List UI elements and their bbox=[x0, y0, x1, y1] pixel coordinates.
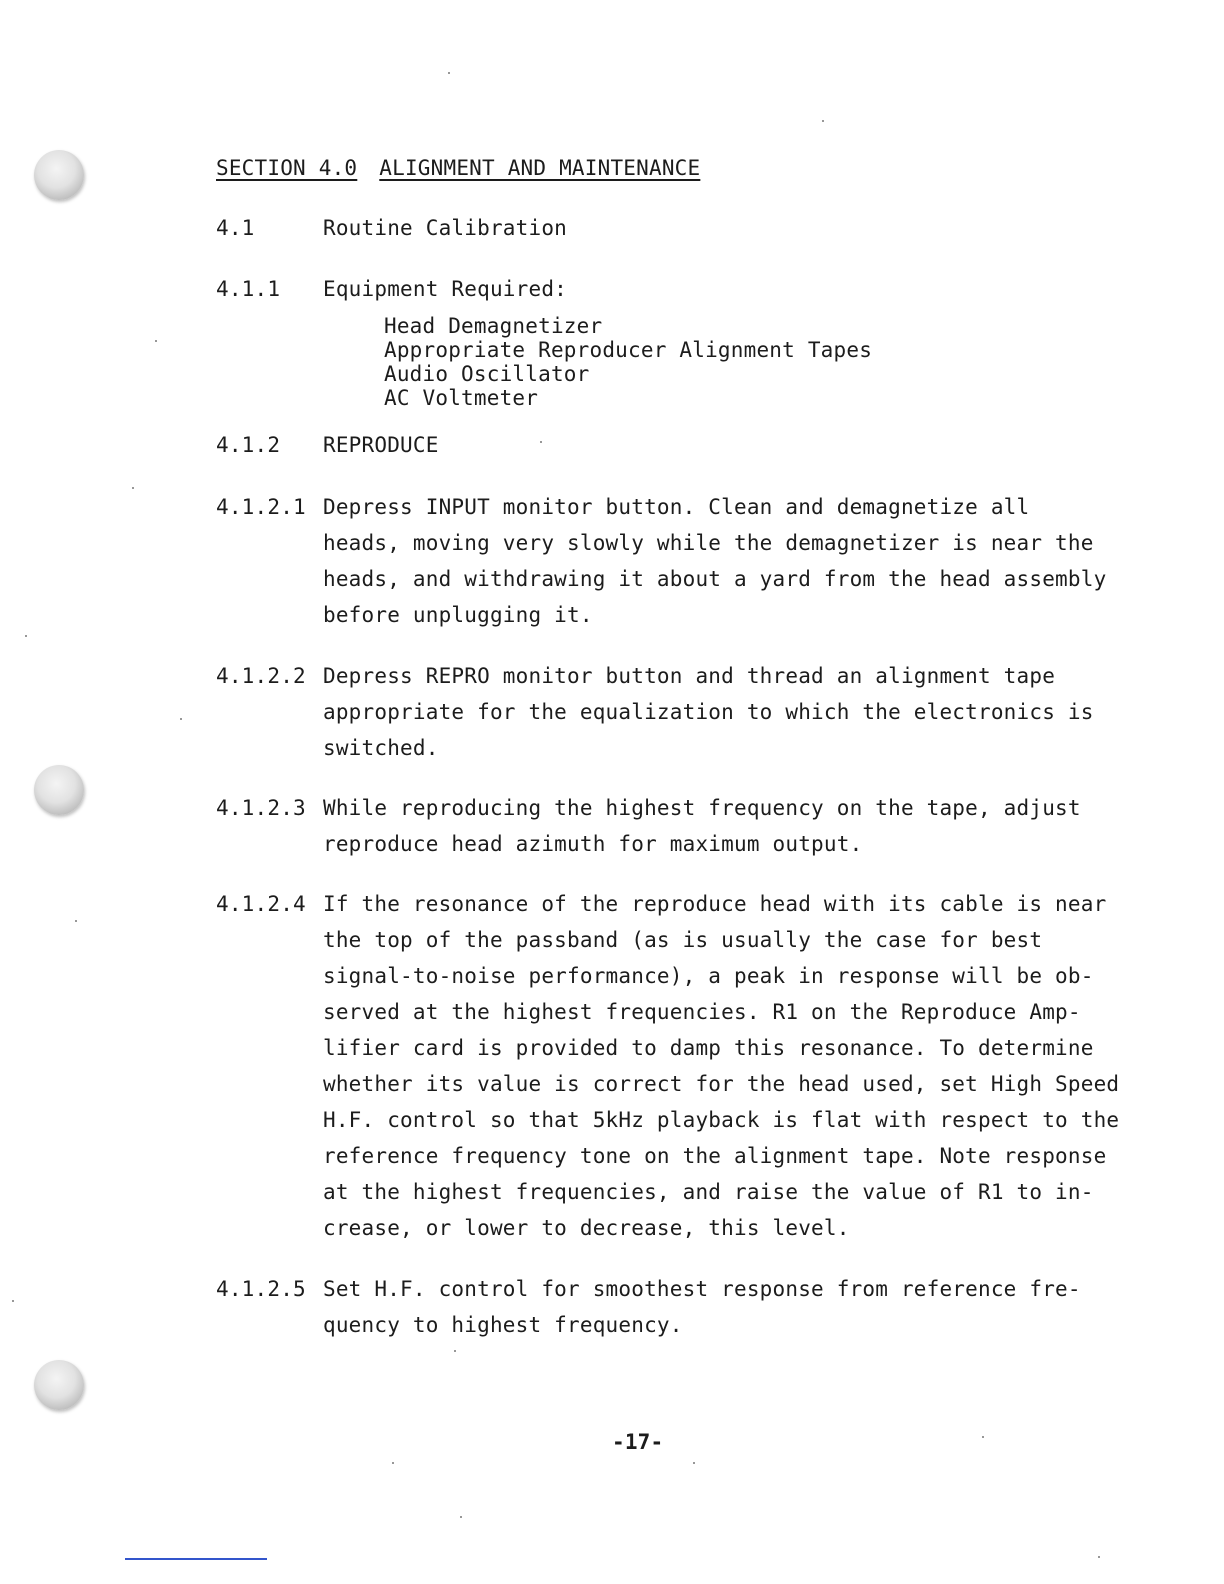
item-text: appropriate for the equalization to which the electronics is bbox=[323, 700, 1094, 724]
item-text: Routine Calibration bbox=[323, 216, 568, 240]
scan-speck bbox=[454, 1350, 456, 1352]
item-text: served at the highest frequencies. R1 on the Reproduce Amp- bbox=[323, 1000, 1081, 1024]
scan-speck bbox=[822, 120, 824, 122]
scan-speck bbox=[693, 1462, 695, 1464]
scan-speck bbox=[180, 718, 182, 720]
scan-speck bbox=[392, 1462, 394, 1464]
item-number: 4.1.2.4 bbox=[216, 892, 306, 916]
scan-speck bbox=[155, 340, 157, 342]
section-heading bbox=[216, 150, 700, 186]
scan-speck bbox=[25, 635, 27, 637]
section-title: ALIGNMENT AND MAINTENANCE bbox=[379, 156, 701, 180]
item-text: the top of the passband (as is usually the case for best bbox=[323, 928, 1043, 952]
item-number: 4.1.2.1 bbox=[216, 495, 306, 519]
page-number: -17- bbox=[612, 1430, 664, 1454]
item-text: Set H.F. control for smoothest response from reference fre- bbox=[323, 1277, 1081, 1301]
item-text: quency to highest frequency. bbox=[323, 1313, 683, 1337]
item-text: reproduce head azimuth for maximum output. bbox=[323, 832, 863, 856]
item-text: REPRODUCE bbox=[323, 433, 439, 457]
item-text: crease, or lower to decrease, this level. bbox=[323, 1216, 850, 1240]
item-text: reference frequency tone on the alignment tape. Note response bbox=[323, 1144, 1107, 1168]
item-number: 4.1 bbox=[216, 216, 255, 240]
item-text: switched. bbox=[323, 736, 439, 760]
punch-hole-icon bbox=[34, 150, 84, 200]
equipment-item: Appropriate Reproducer Alignment Tapes bbox=[384, 338, 873, 362]
item-text: Equipment Required: bbox=[323, 277, 568, 301]
scan-speck bbox=[132, 487, 134, 489]
footer-rule bbox=[125, 1558, 267, 1560]
scan-speck bbox=[75, 920, 77, 922]
item-text: If the resonance of the reproduce head with its cable is near bbox=[323, 892, 1107, 916]
item-text: Depress REPRO monitor button and thread an alignment tape bbox=[323, 664, 1056, 688]
section-number: SECTION 4.0 bbox=[216, 156, 358, 180]
scan-speck bbox=[540, 441, 542, 443]
item-number: 4.1.2.5 bbox=[216, 1277, 306, 1301]
equipment-item: Audio Oscillator bbox=[384, 362, 590, 386]
item-text: heads, moving very slowly while the demagnetizer is near the bbox=[323, 531, 1094, 555]
punch-hole-icon bbox=[34, 765, 84, 815]
item-number: 4.1.1 bbox=[216, 277, 281, 301]
scan-speck bbox=[460, 1516, 462, 1518]
item-text: heads, and withdrawing it about a yard from the head assembly bbox=[323, 567, 1107, 591]
scan-speck bbox=[12, 1300, 14, 1302]
item-text: Depress INPUT monitor button. Clean and demagnetize all bbox=[323, 495, 1030, 519]
item-text: lifier card is provided to damp this resonance. To determine bbox=[323, 1036, 1094, 1060]
equipment-item: AC Voltmeter bbox=[384, 386, 539, 410]
item-number: 4.1.2.3 bbox=[216, 796, 306, 820]
item-text: whether its value is correct for the head used, set High Speed bbox=[323, 1072, 1120, 1096]
item-text: While reproducing the highest frequency on the tape, adjust bbox=[323, 796, 1081, 820]
scan-speck bbox=[982, 1436, 984, 1438]
item-number: 4.1.2 bbox=[216, 433, 281, 457]
item-text: at the highest frequencies, and raise the value of R1 to in- bbox=[323, 1180, 1094, 1204]
item-number: 4.1.2.2 bbox=[216, 664, 306, 688]
item-text: signal-to-noise performance), a peak in response will be ob- bbox=[323, 964, 1094, 988]
scan-speck bbox=[448, 72, 450, 74]
punch-hole-icon bbox=[34, 1360, 84, 1410]
scan-speck bbox=[1098, 1556, 1100, 1558]
equipment-item: Head Demagnetizer bbox=[384, 314, 603, 338]
item-text: H.F. control so that 5kHz playback is flat with respect to the bbox=[323, 1108, 1120, 1132]
item-text: before unplugging it. bbox=[323, 603, 593, 627]
